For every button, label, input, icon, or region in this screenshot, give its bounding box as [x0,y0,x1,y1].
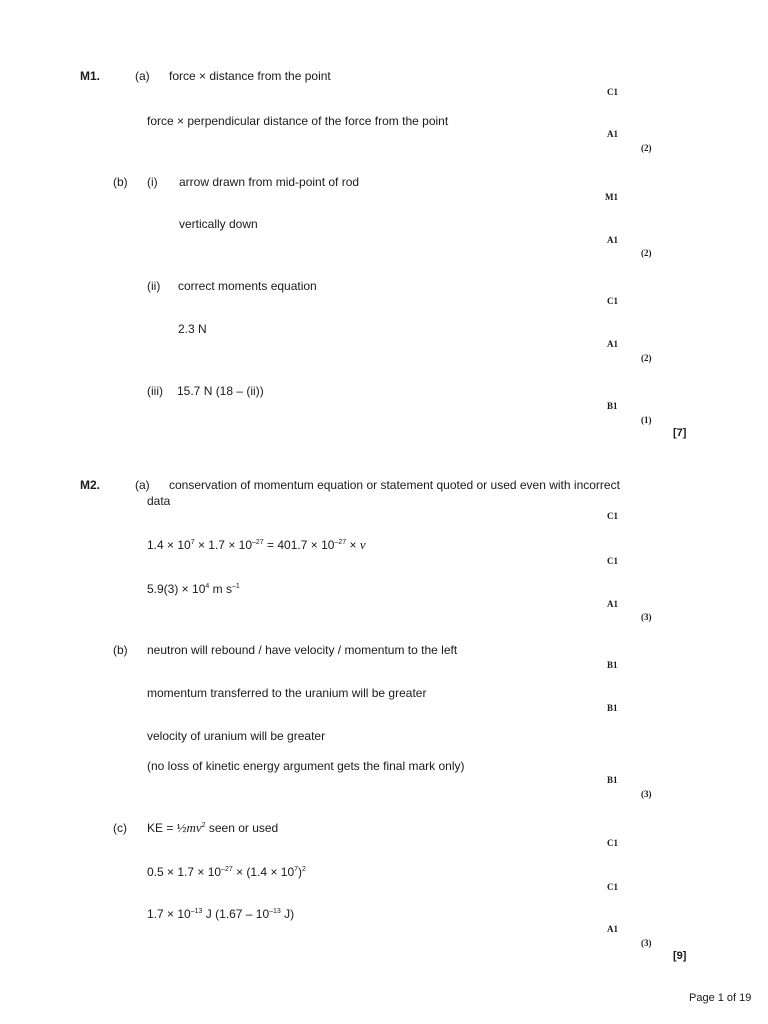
part-label-m2a: (a) [135,478,150,492]
mark-code: C1 [607,838,618,848]
m1a-line1: force × distance from the point [169,69,331,83]
question-number-m2: M2. [80,478,101,492]
mark-code: B1 [607,703,618,713]
mark-total: (2) [641,143,652,153]
m2c-line3: $1.7 \times 10^{-13}$ J ($1.67 - 10^{-13}$ J) [147,907,295,921]
part-label-m1a: (a) [135,69,150,83]
m2a-equation: $1.4 \times 10^7 \times 1.7 \times 10^{-27} = 401.7 \times 10^{-27} \times v$ [147,537,366,552]
mark-code: C1 [607,511,618,521]
part-label-m2c: (c) [113,821,127,835]
m2b-line1: neutron will rebound / have velocity / momentum to the left [147,643,458,657]
m2a-answer: $5.9(3) \times 10^4$ m $s^{-1}$ [147,582,240,596]
mark-total: (3) [641,938,652,948]
m2a-line1b: data [147,494,171,508]
m1biii-line1: 15.7 N (18 – (ii)) [177,384,264,398]
subpart-label-m1biii: (iii) [147,384,163,398]
mark-code: C1 [607,87,618,97]
question-total-m2: [9] [673,950,687,962]
mark-total: (1) [641,415,652,425]
mark-total: (3) [641,789,652,799]
mark-code: C1 [607,882,618,892]
page-number: Page 1 of 19 [689,992,752,1004]
mark-code: B1 [607,775,618,785]
m1a-line2: force × perpendicular distance of the force from the point [147,114,449,128]
subpart-label-m1bi: (i) [147,175,158,189]
m1bi-line1: arrow drawn from mid-point of rod [179,175,360,189]
part-label-m1b: (b) [113,175,128,189]
mark-code: A1 [607,599,618,609]
m2b-line3: velocity of uranium will be greater [147,729,326,743]
mark-code: M1 [605,192,618,202]
mark-code: A1 [607,129,618,139]
m2a-line1a: conservation of momentum equation or statement quoted or used even with incorrect [169,478,620,492]
mark-total: (3) [641,612,652,622]
m1bii-line1: correct moments equation [178,279,317,293]
m2b-line2: momentum transferred to the uranium will be greater [147,686,427,700]
mark-total: (2) [641,353,652,363]
mark-code: B1 [607,660,618,670]
mark-total: (2) [641,248,652,258]
mark-code: A1 [607,924,618,934]
mark-code: B1 [607,401,618,411]
m2c-line2: $0.5 \times 1.7 \times 10^{-27} \times (1.4 \times 10^7)^2$ [147,865,306,879]
subpart-label-m1bii: (ii) [147,279,161,293]
mark-code: A1 [607,339,618,349]
mark-code: C1 [607,556,618,566]
mark-code: C1 [607,296,618,306]
m2b-line4: (no loss of kinetic energy argument gets the final mark only) [147,759,465,773]
m2c-line1: KE = $\frac{1}{2}mv^2$ seen or used [147,820,279,835]
m1bii-line2: 2.3 N [178,322,207,336]
part-label-m2b: (b) [113,643,128,657]
m1bi-line2: vertically down [179,217,258,231]
mark-code: A1 [607,235,618,245]
question-total-m1: [7] [673,427,687,439]
question-number-m1: M1. [80,69,101,83]
